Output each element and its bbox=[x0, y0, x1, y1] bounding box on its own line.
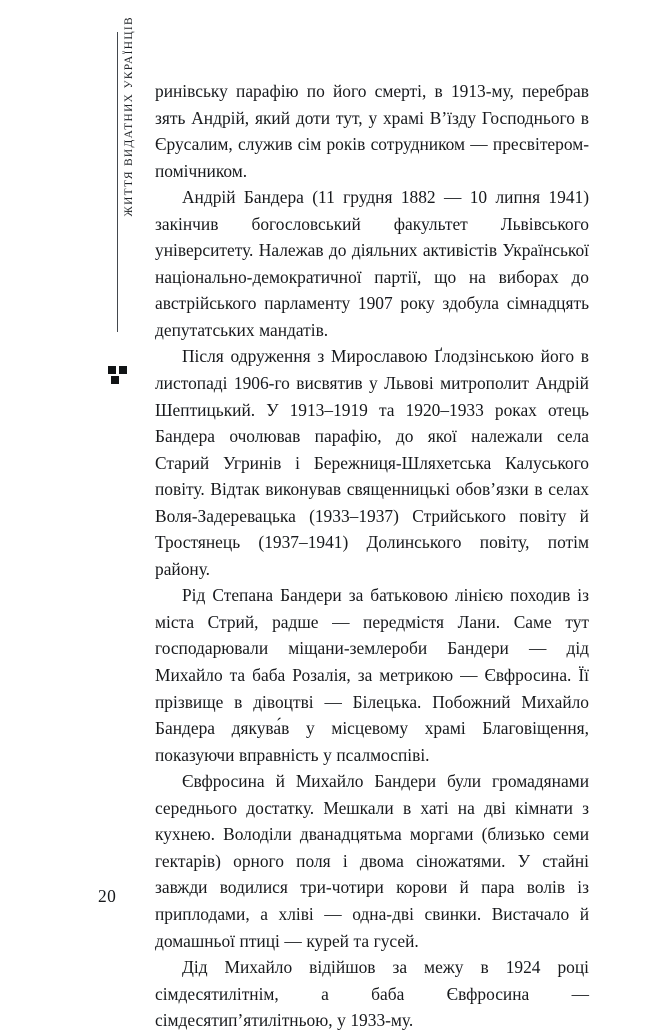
running-head-group bbox=[96, 16, 142, 360]
paragraph: Рід Степана Бандери за батьковою лінією походив із міста Стрий, радше — передмістя Лани. Саме тут господарювали міщани-землероби Бандери — дід Михайло та баба Розалія, за метрикою — Євфросина. Її прізвище в дівоцтві — Білецька. Побожний Михайло Бандера дякува́в у місцевому храмі Благовіщення, показуючи вправність у псалмоспіві. bbox=[155, 585, 589, 765]
running-head-rule bbox=[117, 32, 118, 332]
paragraph: Дід Михайло відійшов за межу в 1924 році сімдесятилітнім, а баба Євфросина — сімдесятип’ятилітньою, у 1933-му. bbox=[155, 957, 589, 1031]
paragraph: Євфросина й Михайло Бандери були громадянами середнього достатку. Мешкали в хаті на дві кімнати з кухнею. Володіли дванадцятьма моргами (близько семи гектарів) орного поля і двома сіножатями. У стайні завжди водилися три-чотири корови й пара волів із приплодами, а хліві — одна-дві свинки. Вистачало й домашньої птиці — курей та гусей. bbox=[155, 771, 589, 951]
paragraph: Після одруження з Мирославою Ґлодзінською його в листопаді 1906-го висвятив у Львові митрополит Андрій Шептицький. У 1913–1919 та 1920–1933 роках отець Бандера очолював парафію, до якої належали села Старий Угринів і Бережниця-Шляхетська Калуського повіту. Відтак виконував священницькі обов’язки в селах Воля-Задеревацька (1933–1937) Стрийського повіту й Тростянець (1937–1941) Долинського повіту, потім району. bbox=[155, 346, 589, 579]
running-head-label: ЖИТТЯ ВИДАТНИХ УКРАЇНЦІВ bbox=[123, 16, 135, 217]
page-number: 20 bbox=[98, 886, 117, 906]
paragraph: ринівську парафію по його смерті, в 1913-му, перебрав зять Андрій, який доти тут, у храмі В’їзду Господнього в Єрусалим, служив сім років сотрудником — пресвітером-помічником. bbox=[155, 81, 589, 181]
paragraph: Андрій Бандера (11 грудня 1882 — 10 липня 1941) закінчив богословський факультет Львівського університету. Належав до діяльних активістів Української національно-демократичної партії, що на виборах до австрійського парламенту 1907 року здобула сімнадцять депутатських мандатів. bbox=[155, 187, 589, 340]
body-text-column bbox=[155, 78, 589, 1034]
square-cluster-ornament-icon bbox=[108, 362, 132, 384]
